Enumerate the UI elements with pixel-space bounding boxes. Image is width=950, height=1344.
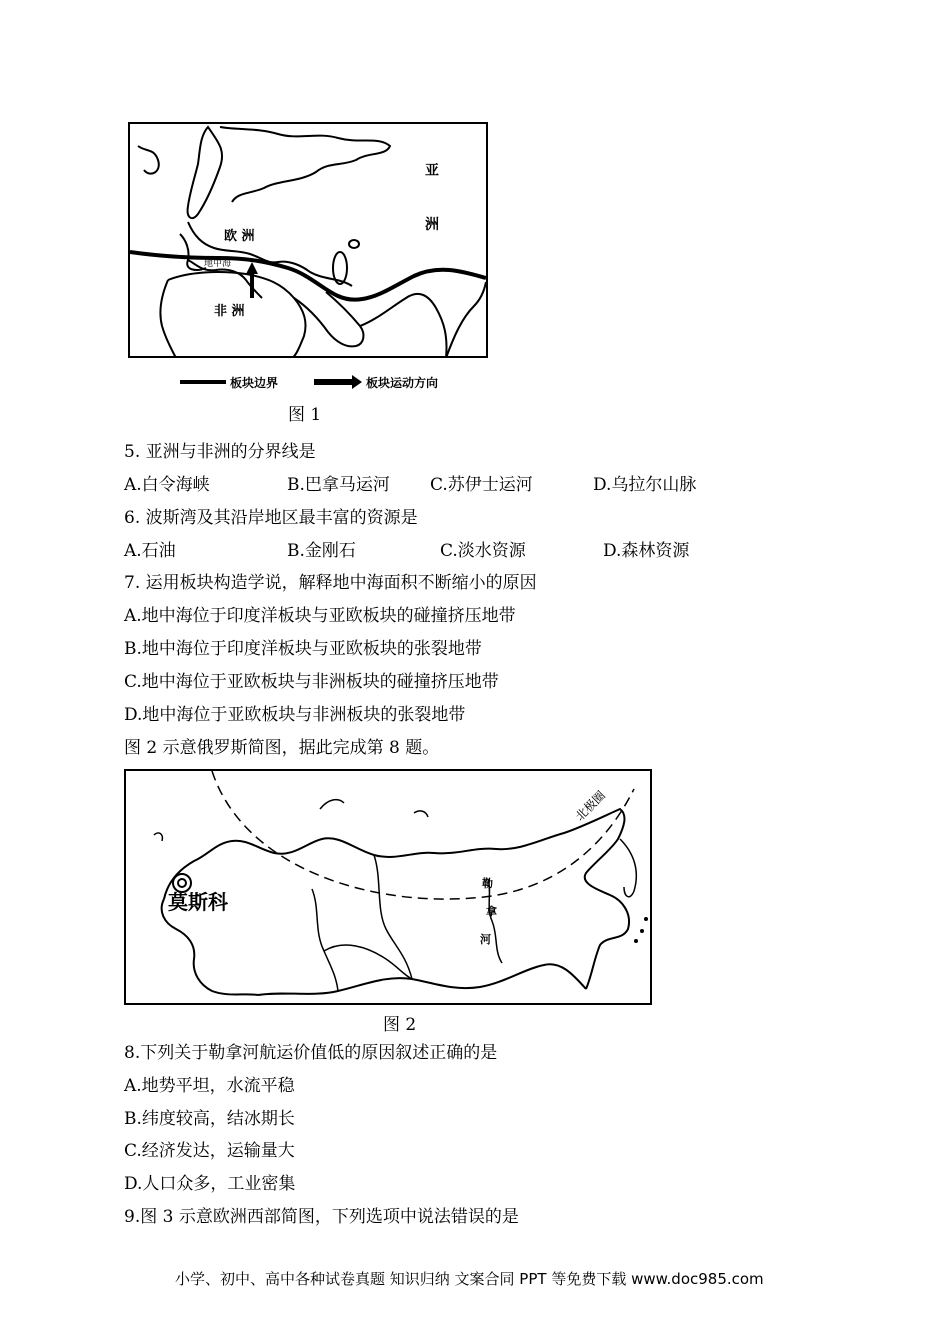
- figure-1-legend: [180, 372, 480, 392]
- label-africa: 非 洲: [214, 304, 245, 319]
- question-8-stem: 8.下列关于勒拿河航运价值低的原因叙述正确的是: [124, 1043, 498, 1063]
- question-6-stem: 6. 波斯湾及其沿岸地区最丰富的资源是: [124, 508, 418, 528]
- question-7-stem: 7. 运用板块构造学说，解释地中海面积不断缩小的原因: [124, 573, 537, 593]
- legend-direction-label: 板块运动方向: [366, 376, 439, 390]
- figure-2-caption: 图 2: [383, 1015, 417, 1035]
- question-8-option-d: D.人口众多，工业密集: [124, 1174, 296, 1194]
- label-asia-1: 亚: [425, 163, 439, 179]
- figure-1-caption: 图 1: [288, 405, 322, 425]
- question-7-option-a: A.地中海位于印度洋板块与亚欧板块的碰撞挤压地带: [124, 606, 516, 626]
- question-7-option-b: B.地中海位于印度洋板块与亚欧板块的张裂地带: [124, 639, 482, 659]
- question-5-option-b: B.巴拿马运河: [287, 475, 390, 495]
- legend-direction-arrowhead: [352, 375, 362, 389]
- question-5-option-c: C.苏伊士运河: [430, 475, 533, 495]
- question-6-option-d: D.森林资源: [603, 541, 690, 561]
- legend-direction-swatch: [314, 379, 354, 385]
- question-8-option-c: C.经济发达，运输量大: [124, 1141, 295, 1161]
- legend-boundary-label: 板块边界: [230, 376, 279, 390]
- figure-1-map: [128, 122, 488, 358]
- label-lena-2: 拿: [486, 905, 497, 918]
- figure-2-intro: 图 2 示意俄罗斯简图，据此完成第 8 题。: [124, 738, 440, 758]
- question-5-option-a: A.白令海峡: [124, 475, 210, 495]
- label-europe: 欧 洲: [224, 229, 255, 244]
- figure-1-map-drawing: [128, 122, 488, 358]
- question-7-option-d: D.地中海位于亚欧板块与非洲板块的张裂地带: [124, 705, 466, 725]
- question-8-option-a: A.地势平坦，水流平稳: [124, 1076, 295, 1096]
- question-5-option-d: D.乌拉尔山脉: [593, 475, 697, 495]
- page-footer: 小学、初中、高中各种试卷真题 知识归纳 文案合同 PPT 等免费下载 www.doc985.com: [175, 1270, 764, 1288]
- label-arctic-circle: 北极圈: [572, 788, 609, 824]
- label-moscow: 莫斯科: [168, 890, 228, 914]
- question-5-stem: 5. 亚洲与非洲的分界线是: [124, 442, 316, 462]
- legend-boundary-swatch: [180, 380, 226, 384]
- label-mediterranean: 地中海: [204, 259, 232, 269]
- figure-2-map: [124, 769, 652, 1005]
- label-lena-1: 勒: [482, 877, 493, 890]
- question-6-option-c: C.淡水资源: [440, 541, 526, 561]
- label-asia-2: 洲: [425, 217, 439, 233]
- question-8-option-b: B.纬度较高，结冰期长: [124, 1109, 295, 1129]
- label-lena-3: 河: [480, 933, 491, 946]
- question-6-option-a: A.石油: [124, 541, 176, 561]
- question-7-option-c: C.地中海位于亚欧板块与非洲板块的碰撞挤压地带: [124, 672, 499, 692]
- question-9-stem: 9.图 3 示意欧洲西部简图，下列选项中说法错误的是: [124, 1207, 519, 1227]
- question-6-option-b: B.金刚石: [287, 541, 356, 561]
